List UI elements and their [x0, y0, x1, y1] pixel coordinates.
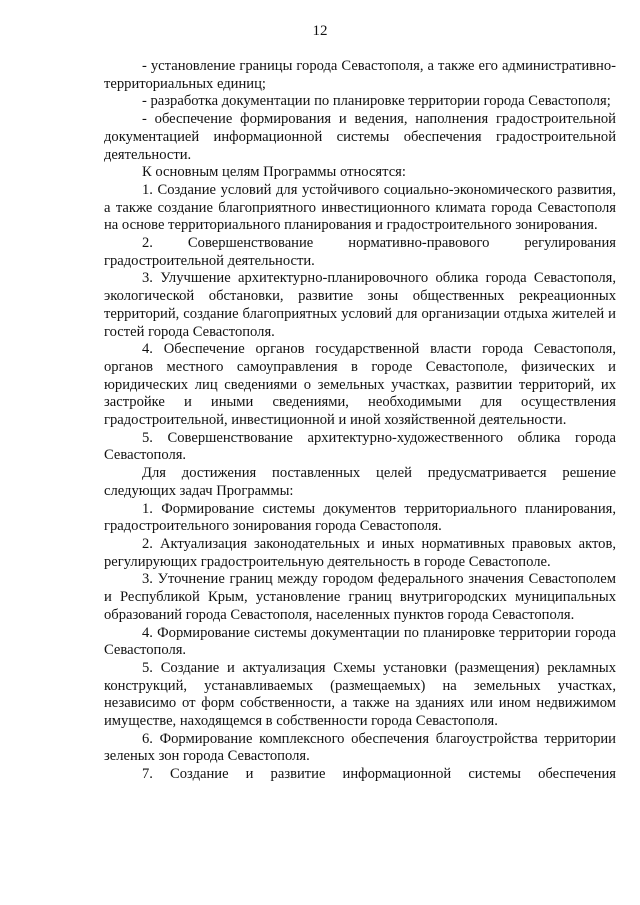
paragraph-information-system: - обеспечение формирования и ведения, наполнения градостроительной документацией информационной системы обеспечения градостроительной деятельности.: [104, 111, 616, 163]
paragraph-task-3: 3. Уточнение границ между городом федерального значения Севастополем и Республикой Крым, установление границ внутригородских муниципальных образований города Севастополя, населенных пунктов города Севастополя.: [104, 571, 616, 623]
paragraph-task-4: 4. Формирование системы документации по планировке территории города Севастополя.: [104, 624, 616, 659]
paragraph-goal-3: 3. Улучшение архитектурно-планировочного облика города Севастополя, экологической обстановки, развитие зоны общественных рекреационных территорий, создание благоприятных условий для организации отдыха жителей и гостей города Севастополя.: [104, 270, 616, 340]
paragraph-tasks-intro: Для достижения поставленных целей предусматривается решение следующих задач Программы:: [104, 465, 616, 499]
paragraph-task-5: 5. Создание и актуализация Схемы установки (размещения) рекламных конструкций, устанавливаемых (размещаемых) на земельных участках, независимо от форм собственности, а также на зданиях или ином недвижимом имуществе, находящемся в собственности города Севастополя.: [104, 659, 616, 730]
paragraph-goal-5: 5. Совершенствование архитектурно-художественного облика города Севастополя.: [104, 429, 616, 464]
paragraph-task-6: 6. Формирование комплексного обеспечения благоустройства территории зеленых зон города Севастополя.: [104, 730, 616, 765]
paragraph-task-1: 1. Формирование системы документов территориального планирования, градостроительного зонирования города Севастополя.: [104, 500, 616, 535]
paragraph-boundary-establishment: - установление границы города Севастополя, а также его административно-территориальных единиц;: [104, 58, 616, 92]
paragraph-task-2: 2. Актуализация законодательных и иных нормативных правовых актов, регулирующих градостроительную деятельность в городе Севастополе.: [104, 535, 616, 570]
paragraph-task-7: 7. Создание и развитие информационной системы обеспечения: [142, 766, 616, 783]
paragraph-goal-2: 2. Совершенствование нормативно-правового регулирования градостроительной деятельности.: [104, 235, 616, 269]
paragraph-goals-intro: К основным целям Программы относятся:: [142, 164, 406, 181]
paragraph-planning-documentation: - разработка документации по планировке территории города Севастополя;: [142, 93, 611, 110]
page-number: 12: [312, 23, 328, 39]
document-body: [104, 58, 616, 784]
paragraph-goal-1: 1. Создание условий для устойчивого социально-экономического развития, а также создание благоприятного инвестиционного климата города Севастополя на основе территориального планирования и градостроительного зонирования.: [104, 181, 616, 234]
paragraph-goal-4: 4. Обеспечение органов государственной власти города Севастополя, органов местного самоуправления в городе Севастополе, физических и юридических лиц сведениями о земельных участках, развитии территорий, их застройке и иными сведениями, необходимыми для осуществления градостроительной, инвестиционной и иной хозяйственной деятельности.: [104, 341, 616, 429]
